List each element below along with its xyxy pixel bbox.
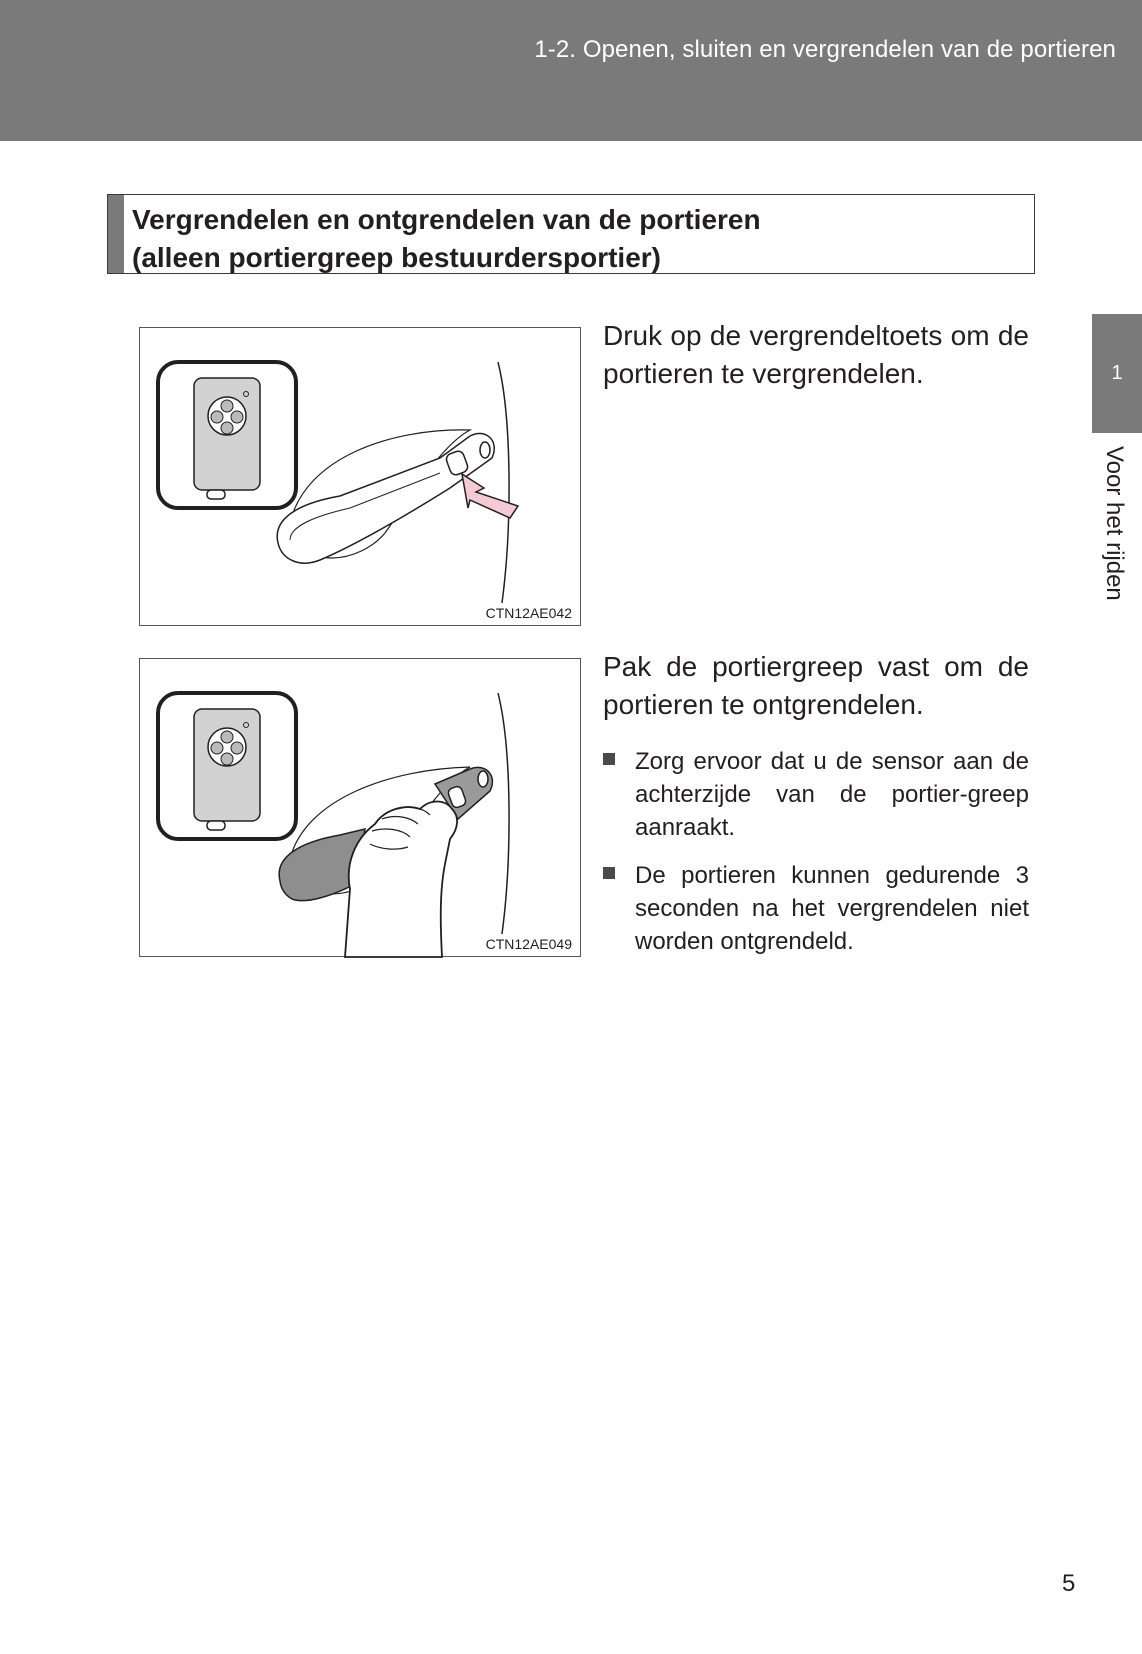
smart-key-icon <box>158 693 296 839</box>
figure-code: CTN12AE042 <box>485 605 572 621</box>
door-handle-lock-illustration <box>140 328 582 627</box>
page-number: 5 <box>1062 1570 1076 1597</box>
note-bullet <box>603 753 615 765</box>
step-unlock-text: Pak de portiergreep vast om de portieren te ontgrendelen. <box>603 651 1029 720</box>
smart-key-icon <box>158 362 296 508</box>
figure-code: CTN12AE049 <box>485 936 572 952</box>
section-title <box>132 201 761 277</box>
chapter-title: 1-2. Openen, sluiten en vergrendelen van de portieren <box>534 36 1116 63</box>
section-title-line-2: (alleen portiergreep bestuurdersportier) <box>132 242 662 273</box>
chapter-tab-number: 1 <box>1111 362 1123 384</box>
header-band <box>0 0 1142 141</box>
section-heading <box>107 194 1035 274</box>
note-bullet <box>603 867 615 879</box>
door-handle-grip-illustration <box>140 659 582 958</box>
section-heading-bar <box>108 195 124 273</box>
figure-unlock <box>139 658 581 957</box>
note-delay: De portieren kunnen gedurende 3 seconden na het vergrendelen niet worden ontgrendeld. <box>635 862 1029 955</box>
chapter-tab-label: Voor het rijden <box>1101 446 1128 601</box>
note-sensor: Zorg ervoor dat u de sensor aan de achterzijde van de portier-greep aanraakt. <box>635 748 1029 841</box>
step-lock-text: Druk op de vergrendeltoets om de portieren te vergrendelen. <box>603 320 1029 389</box>
figure-lock <box>139 327 581 626</box>
section-title-line-1: Vergrendelen en ontgrendelen van de portieren <box>132 204 761 235</box>
chapter-tab <box>1092 314 1142 433</box>
